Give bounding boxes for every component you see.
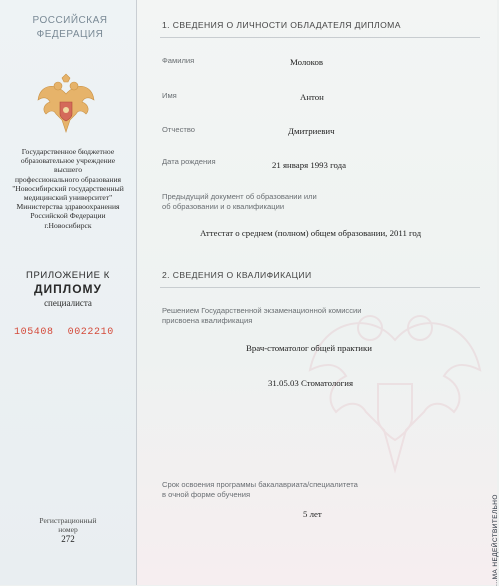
org-line: Министерства здравоохранения <box>16 202 120 212</box>
commission-label-line-2: присвоена квалификация <box>162 316 253 325</box>
study-duration-label <box>162 480 358 500</box>
org-line: образовательное учреждение высшего <box>20 156 116 175</box>
appendix-line-1: ПРИЛОЖЕНИЕ К <box>26 270 110 281</box>
study-duration-value: 5 лет <box>303 509 322 519</box>
previous-document-label-line-2: об образовании и о квалификации <box>162 202 285 211</box>
country-name <box>20 14 120 42</box>
org-line: г.Новосибирск <box>44 220 92 230</box>
patronymic-value: Дмитриевич <box>288 126 335 136</box>
org-line: Государственное бюджетное <box>21 147 115 156</box>
previous-document-label <box>162 192 317 212</box>
study-duration-label-line-1: Срок освоения программы бакалавриата/специалитета <box>162 480 358 489</box>
org-line: профессионального образования <box>14 174 122 184</box>
reg-label-line-2: номер <box>58 525 78 534</box>
country-line-1: РОССИЙСКАЯ <box>32 15 108 26</box>
column-divider <box>136 0 137 585</box>
serial-number <box>14 327 124 338</box>
section-divider <box>160 287 480 288</box>
birth-date-label: Дата рождения <box>162 157 216 166</box>
appendix-line-2: ДИПЛОМУ <box>33 282 102 296</box>
serial-prefix: 105408 <box>14 327 54 338</box>
vertical-side-text: ...МА НЕДЕЙСТВИТЕЛЬНО <box>492 494 499 586</box>
left-panel <box>0 0 136 585</box>
org-line: "Новосибирский государственный <box>12 183 124 193</box>
coat-of-arms-icon <box>34 74 98 138</box>
first-name-label: Имя <box>162 91 177 100</box>
registration-label <box>20 516 116 534</box>
country-line-2: ФЕДЕРАЦИЯ <box>36 29 104 40</box>
section-divider <box>160 37 480 38</box>
document-title <box>10 270 126 309</box>
first-name-value: Антон <box>300 92 324 102</box>
org-line: Российской Федерации <box>30 211 106 221</box>
registration-number: 272 <box>61 534 75 544</box>
surname-label: Фамилия <box>162 56 195 65</box>
appendix-line-3: специалиста <box>44 298 92 308</box>
birth-date-value: 21 января 1993 года <box>272 160 347 170</box>
study-duration-label-line-2: в очной форме обучения <box>162 490 251 499</box>
previous-document-value: Аттестат о среднем (полном) общем образовании, 2011 год <box>200 228 422 238</box>
previous-document-label-line-1: Предыдущий документ об образовании или <box>162 192 317 201</box>
section-2-heading: 2. СВЕДЕНИЯ О КВАЛИФИКАЦИИ <box>162 270 312 280</box>
reg-label-line-1: Регистрационный <box>39 516 97 525</box>
patronymic-label: Отчество <box>162 125 196 134</box>
org-line: медицинский университет" <box>23 193 113 203</box>
commission-label-line-1: Решением Государственной экзаменационной комиссии <box>162 306 362 315</box>
qualification-value: Врач-стоматолог общей практики <box>246 343 372 353</box>
serial-digits: 0022210 <box>67 327 114 338</box>
section-1-heading: 1. СВЕДЕНИЯ О ЛИЧНОСТИ ОБЛАДАТЕЛЯ ДИПЛОМА <box>162 20 401 30</box>
commission-label <box>162 306 362 326</box>
issuing-organization <box>6 147 130 230</box>
specialty-value: 31.05.03 Стоматология <box>268 378 354 388</box>
surname-value: Молоков <box>290 57 324 67</box>
